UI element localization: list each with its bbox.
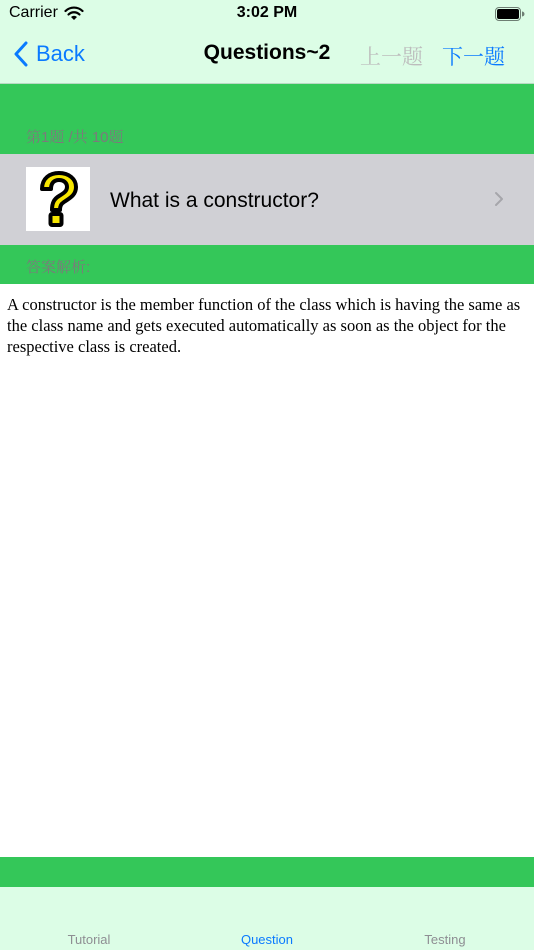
- battery-icon: [495, 7, 525, 21]
- page-title: Questions~2: [203, 41, 331, 64]
- navigation-bar: [0, 28, 534, 84]
- back-button[interactable]: [14, 37, 85, 71]
- chevron-right-icon: [494, 191, 504, 207]
- chevron-left-icon: [14, 41, 28, 67]
- question-row[interactable]: [0, 154, 534, 245]
- tab-testing[interactable]: Testing: [424, 932, 466, 947]
- tab-question[interactable]: Question: [240, 932, 294, 947]
- next-question-button[interactable]: 下一题: [442, 46, 505, 69]
- back-label: Back: [36, 41, 85, 66]
- question-text: What is a constructor?: [110, 189, 319, 212]
- question-progress-label: 第1题 /共 10题: [26, 129, 124, 146]
- status-bar: [0, 0, 534, 28]
- tab-bar: [0, 887, 534, 950]
- status-time: 3:02 PM: [236, 4, 298, 21]
- previous-question-button[interactable]: 上一题: [360, 46, 423, 69]
- answer-label: 答案解析:: [26, 259, 91, 276]
- answer-text: A constructor is the member function of the class which is having the same as the class name and gets executed automatically as soon as the object for the respective class is created.: [7, 295, 521, 356]
- question-mark-icon: [26, 167, 90, 231]
- footer-band: [0, 857, 534, 887]
- tab-tutorial[interactable]: Tutorial: [67, 932, 111, 947]
- carrier-label: Carrier: [9, 4, 58, 21]
